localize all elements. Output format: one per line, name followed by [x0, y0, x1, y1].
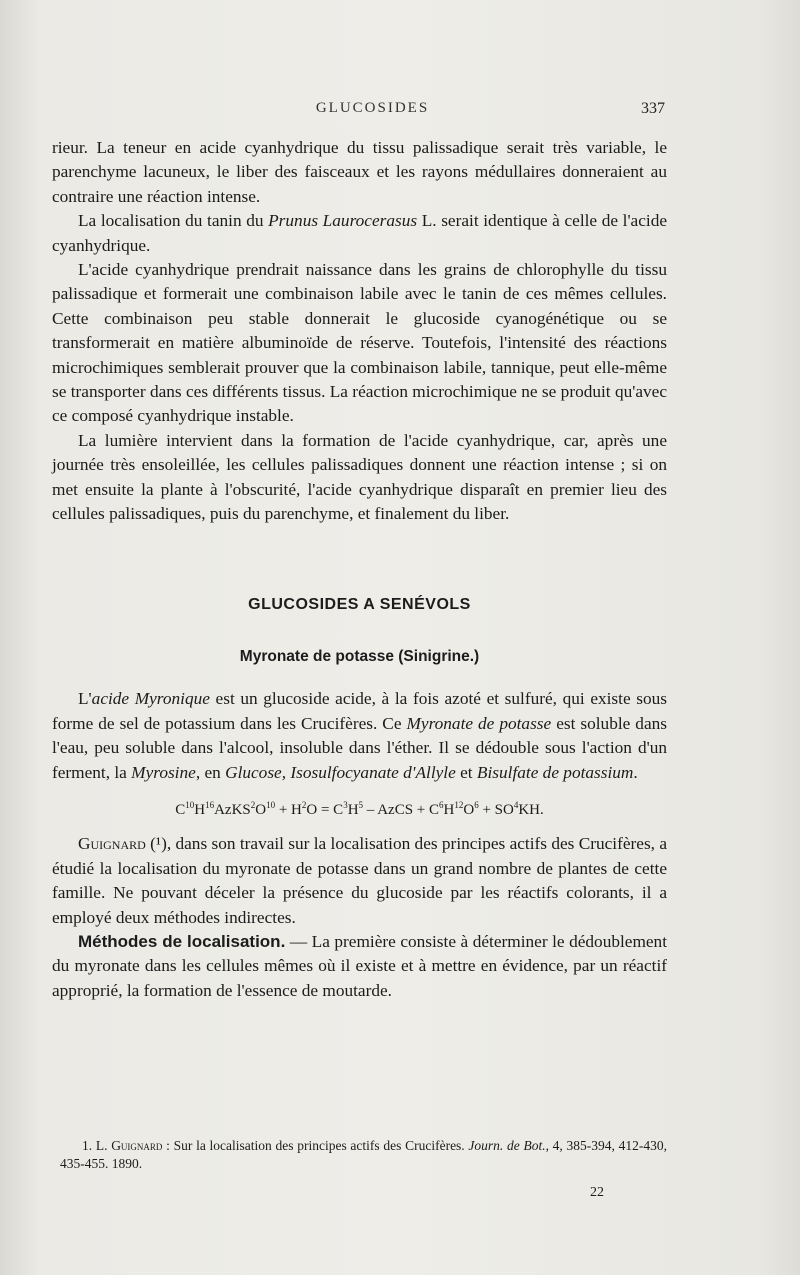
- paragraph-tanin: [52, 209, 667, 258]
- text-span: — La première consiste à déterminer le dédoublement du myronate dans les cellules mêmes où il existe et à mettre en évidence, par un réactif approprié, la formation de l'essence de moutarde.: [52, 931, 667, 1000]
- paragraph-guignard: [52, 832, 667, 930]
- body-text: [52, 136, 667, 1003]
- running-title: GLUCOSIDES: [315, 100, 430, 116]
- italic-term: Glucose, Isosulfocyanate d'Allyle: [225, 762, 456, 782]
- paragraph-continuation: rieur. La teneur en acide cyanhydrique du tissu palissadique serait très variable, le parenchyme lacuneux, le liber des faisceaux et les rayons médullaires donneraient au contraire une réaction intense.: [52, 138, 667, 206]
- formula-part: H: [194, 801, 206, 818]
- formula-sup: 12: [454, 799, 464, 810]
- page-header: [80, 100, 665, 124]
- formula-sup: 16: [205, 799, 215, 810]
- chemical-formula: [52, 793, 667, 822]
- italic-term: acide Myronique: [91, 689, 210, 709]
- formula-part: + SO: [478, 801, 514, 818]
- text-span: La localisation du tanin du: [78, 211, 269, 231]
- formula-part: H: [443, 801, 455, 818]
- text-span: , dans son travail sur la localisation des principes actifs des Crucifères, a étudié la localisation du myronate de potasse dans un grand nombre de plantes de cette famille. Ne pouvant déceler la présence du glucoside par les réactifs colorants, il a employé deux méthodes indirectes.: [52, 834, 668, 927]
- paragraph-methodes: [52, 930, 667, 1003]
- species-name: Prunus Laurocerasus: [268, 211, 418, 231]
- text-span: est soluble dans l'eau, peu soluble dans l'alcool, insoluble dans l'éther. Il se dédouble sous l'action d'un ferment, la: [52, 713, 667, 782]
- text-span: .: [633, 762, 638, 782]
- subsection-heading: Myronate de potasse (Sinigrine.): [239, 647, 480, 665]
- formula-part: C: [175, 801, 186, 818]
- text-span: : Sur la localisation des principes actifs des Crucifères.: [162, 1138, 469, 1153]
- text-span: L. serait identique à celle de l'acide cyanhydrique.: [52, 211, 668, 255]
- text-span: , en: [195, 762, 226, 782]
- formula-part: O: [463, 801, 475, 818]
- paragraph-light: La lumière intervient dans la formation de l'acide cyanhydrique, car, après une journée très ensoleillée, les cellules palissadiques donnent une réaction intense ; si on met ensuite la plante à l'obscurité, l'acide cyanhydrique disparaît en premier lieu des cellules palissadiques, puis du parenchyme, et finalement du liber.: [52, 430, 667, 524]
- signature-mark: 22: [590, 1185, 604, 1200]
- footnote-ref: (¹): [145, 834, 167, 854]
- text-span: , 4, 385-394, 412-430, 435-455. 1890.: [60, 1138, 667, 1171]
- text-span: L': [78, 689, 92, 709]
- footnote-number: 1. L.: [82, 1138, 112, 1153]
- formula-sup: 10: [266, 799, 276, 810]
- formula-part: KH.: [518, 801, 544, 818]
- page-number: 337: [641, 100, 665, 117]
- formula-part: – AzCS + C: [363, 801, 440, 818]
- italic-term: Myrosine: [131, 762, 196, 782]
- paragraph-myronate: [52, 687, 667, 785]
- text-span: est un glucoside acide, à la fois azoté et sulfuré, qui existe sous forme de sel de potassium dans les Crucifères. Ce: [52, 689, 667, 733]
- journal-title: Journ. de Bot.: [468, 1138, 546, 1153]
- section-heading: GLUCOSIDES A SENÉVOLS: [248, 595, 471, 613]
- paragraph-origin: L'acide cyanhydrique prendrait naissance dans les grains de chlorophylle du tissu palissadique et formerait une combinaison labile avec le tanin de ces mêmes cellules. Cette combinaison peu stable donnerait le glucoside cyanogénétique ou se transformerait en matière albuminoïde de réserve. Toutefois, l'intensité des réactions microchimiques semblerait prouver que la combinaison labile, tannique, peut elle-même se transporter dans ces différents tissus. La réaction microchimique ne se produit qu'avec ce composé cyanhydrique instable.: [52, 260, 667, 426]
- formula-part: H: [347, 801, 359, 818]
- formula-sup: 3: [343, 799, 348, 810]
- formula-sup: 2: [301, 799, 307, 810]
- formula-sup: 4: [513, 799, 519, 810]
- formula-sup: 5: [358, 799, 364, 810]
- footnote: [60, 1137, 667, 1173]
- formula-sup: 10: [185, 799, 195, 810]
- formula-sup: 6: [474, 799, 479, 810]
- formula-part: AzKS: [214, 801, 251, 818]
- formula-part: O = C: [306, 801, 344, 818]
- italic-term: Bisulfate de potassium: [476, 762, 634, 782]
- italic-term: Myronate de potasse: [406, 713, 552, 733]
- footnote-author: Guignard: [111, 1138, 163, 1153]
- run-in-heading: Méthodes de localisation.: [78, 931, 286, 951]
- formula-part: + H: [275, 801, 302, 818]
- formula-part: O: [255, 801, 267, 818]
- formula-sup: 6: [439, 799, 444, 810]
- text-span: et: [455, 762, 477, 782]
- author-name: Guignard: [78, 834, 146, 854]
- formula-sup: 2: [250, 799, 256, 810]
- footnote-text: [60, 1137, 667, 1173]
